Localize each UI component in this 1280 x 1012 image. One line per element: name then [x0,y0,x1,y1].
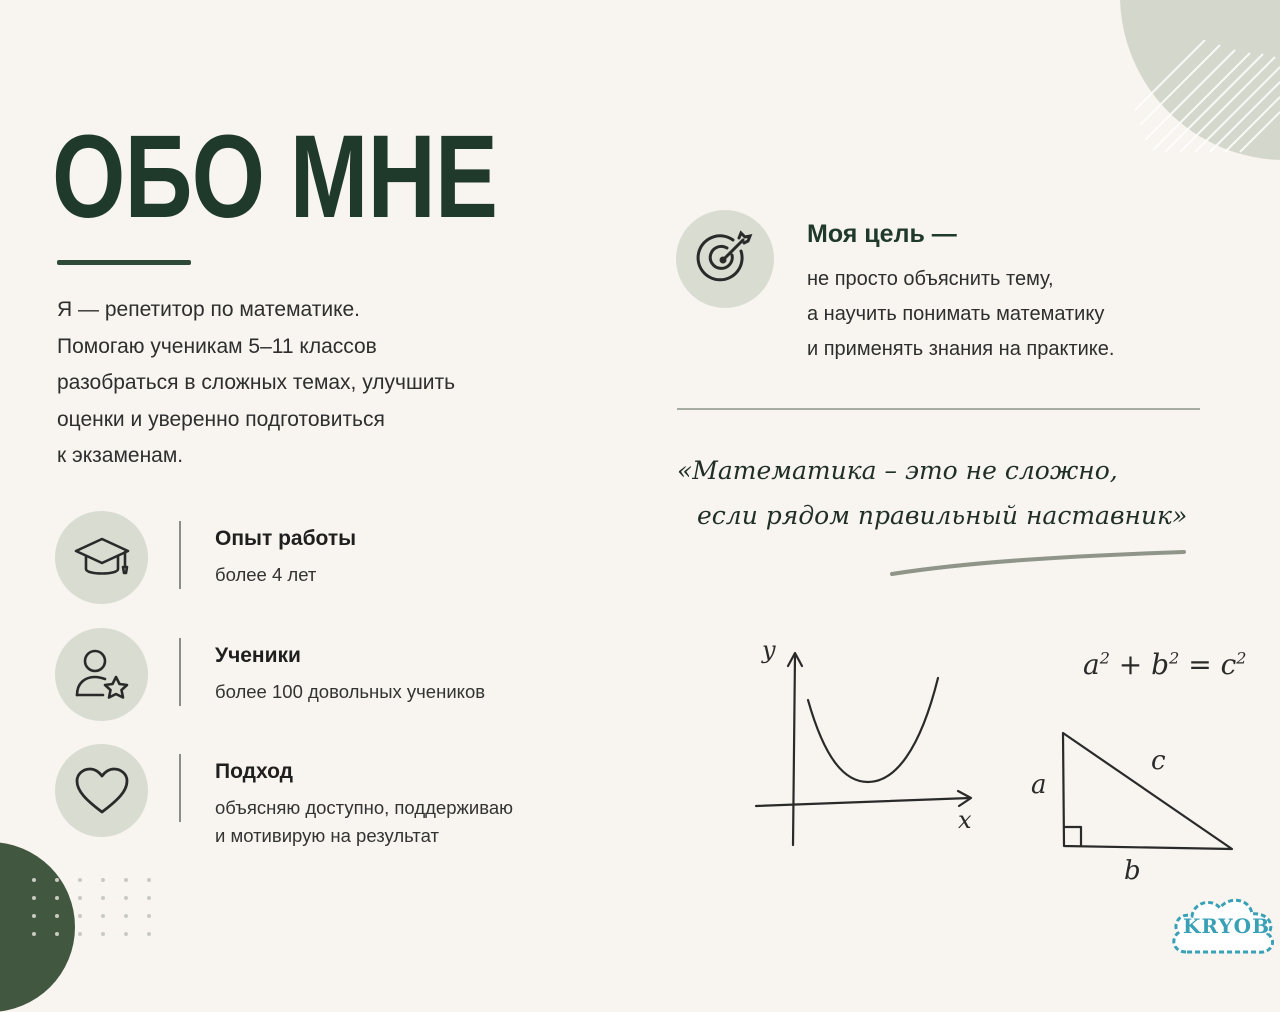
feature-title: Ученики [215,644,301,667]
triangle-label-c: c [1151,746,1166,776]
formula-c: c [1220,648,1237,681]
graduation-cap-icon [73,533,131,583]
graph-y-label: y [762,636,776,664]
goal-text [807,262,1114,367]
feature-divider [179,521,181,589]
feature-text-line: объясняю доступно, поддерживаю [215,797,513,818]
goal-line: а научить понимать математику [807,303,1105,325]
intro-line: оценки и уверенно подготовиться [57,407,385,431]
feature-text-line: и мотивирую на результат [215,825,439,846]
goal-title: Моя цель — [807,220,957,248]
triangle-label-b: b [1124,856,1141,886]
intro-line: Помогаю ученикам 5–11 классов [57,334,377,358]
feature-text: более 100 довольных учеников [215,681,486,702]
feature-title: Опыт работы [215,527,357,550]
feature-icon-circle [55,511,148,604]
intro-line: к экзаменам. [57,444,184,467]
pythagorean-formula [1083,648,1246,681]
feature-approach [55,744,615,846]
decor-dot-grid [30,870,170,950]
feature-divider [179,638,181,706]
feature-text [215,794,513,850]
feature-experience [55,511,615,606]
decor-hatch-lines [1135,40,1280,155]
graph-x-axis [756,798,970,806]
graph-y-axis [793,655,795,845]
goal-line: не просто объяснить тему, [807,268,1054,290]
formula-exp: 2 [1099,648,1110,668]
formula-exp: 2 [1169,648,1180,668]
goal-icon-circle [676,210,774,308]
intro-line: Я — репетитор по математике. [57,298,361,321]
goal-line: и применять знания на практике. [807,338,1115,360]
formula-exp: 2 [1236,648,1247,668]
intro-text [57,292,577,475]
right-angle-mark [1065,827,1081,845]
quote-underline-stroke [888,548,1188,578]
graph-parabola [808,678,938,782]
heart-icon [74,766,130,816]
target-icon [693,227,757,291]
right-triangle [1063,733,1232,849]
feature-icon-circle [55,744,148,837]
intro-line: разобраться в сложных темах, улучшить [57,371,456,394]
feature-icon-circle [55,628,148,721]
feature-students [55,628,615,723]
logo-text: KRYOB [1183,914,1270,938]
quote-line-2: если рядом правильный наставник» [697,501,1188,530]
section-divider [677,408,1200,410]
feature-text: более 4 лет [215,564,317,585]
graph-x-label: x [958,806,972,834]
quote-line-1: «Математика – это не сложно, [677,456,1118,485]
user-star-icon [73,647,131,703]
formula-a: a [1083,648,1100,681]
formula-plus: + [1118,648,1143,681]
title-underline [57,260,191,265]
feature-title: Подход [215,760,294,783]
feature-divider [179,754,181,822]
triangle-label-a: a [1031,770,1047,800]
page-title: ОБО МНЕ [52,111,498,243]
formula-eq: = [1188,648,1212,681]
formula-b: b [1151,648,1170,681]
